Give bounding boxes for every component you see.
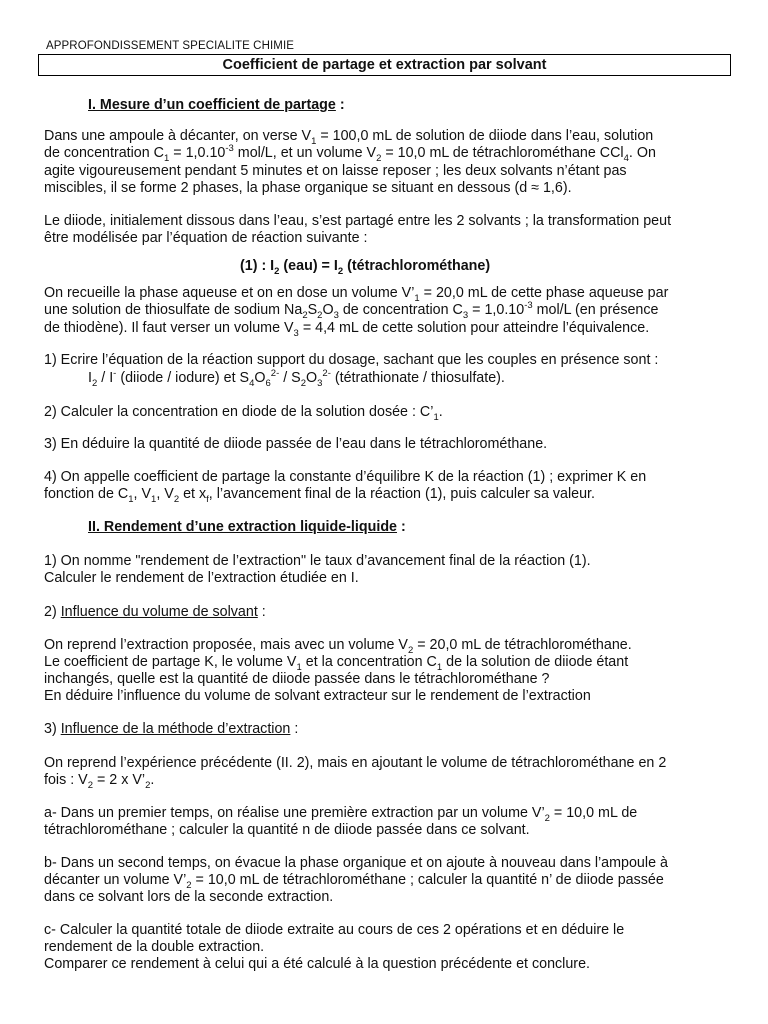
text-line: dans ce solvant lors de la seconde extraction. — [44, 889, 334, 905]
subscript: 2 — [544, 812, 550, 824]
text-line: Comparer ce rendement à celui qui a été calculé à la question précédente et conclure. — [44, 956, 590, 972]
text-line: fois : $V_2 = 2$ x $V’_2$. — [44, 772, 155, 792]
subscript: 2 — [407, 644, 414, 656]
subscript: 3 — [462, 310, 469, 322]
subscript: 2 — [145, 780, 151, 792]
text-line: tétrachlorométhane ; calculer la quantité n de diiode passée dans ce solvant. — [44, 822, 530, 838]
subscript: 3 — [317, 377, 323, 389]
subscript: 1 — [296, 661, 302, 673]
text-line: fonction de $C_1$, $V_1$, $V_2$ et $x_f$, l’avancement final de la réaction (1), puis calculer sa valeur. — [44, 486, 595, 506]
text-line: décanter un volume $V’_2 = 10,0$ mL de tétrachlorométhane ; calculer la quantité n’ de diiode passée — [44, 872, 664, 891]
text-line: 1) On nomme "rendement de l’extraction" le taux d’avancement final de la réaction (1). — [44, 553, 591, 569]
subscript: 2 — [317, 310, 323, 322]
superscript: 2- — [270, 368, 280, 380]
text-line: En déduire l’influence du volume de solvant extracteur sur le rendement de l’extraction — [44, 688, 591, 704]
text-line: a- Dans un premier temps, on réalise une première extraction par un volume $V’_2 = 10,0$ mL de — [44, 805, 638, 824]
question-2-3-title — [44, 721, 298, 738]
section-2-heading-colon: : — [397, 519, 406, 535]
subscript: 2 — [300, 377, 306, 389]
text-line: Le coefficient de partage K, le volume $V_1$ et la concentration $C_1$ de la solution de diiode étant — [44, 654, 629, 673]
question-2-2-subheading: Influence du volume de solvant — [60, 604, 258, 620]
text-line: 1) Ecrire l’équation de la réaction support du dosage, sachant que les couples en présence sont : — [44, 352, 659, 368]
section-1-heading — [88, 97, 345, 114]
subscript: 1 — [433, 411, 439, 423]
text-line: Le diiode, initialement dissous dans l’eau, s’est partagé entre les 2 solvants ; la transformation peut — [44, 213, 672, 229]
superscript: - — [113, 368, 117, 380]
text-line: une solution de thiosulfate de sodium $Na_2S_2O_3$ de concentration $C_3 = 1,0.10^{-3}$ mol/L (en présence — [44, 300, 659, 322]
subscript: 1 — [311, 135, 317, 147]
subscript: f — [206, 494, 209, 506]
text-line: 4) On appelle coefficient de partage la constante d’équilibre K de la réaction (1) ; exprimer K en — [44, 469, 647, 485]
question-2-3-subheading: Influence de la méthode d’extraction — [60, 721, 291, 737]
subscript: 1 — [151, 494, 157, 506]
question-2-2-number: 2) — [44, 604, 61, 620]
text-line: rendement de la double extraction. — [44, 939, 265, 955]
section-2-heading — [88, 519, 406, 536]
text-line: inchangés, quelle est la quantité de diiode passée dans le tétrachlorométhane ? — [44, 671, 550, 687]
subscript: 2 — [87, 780, 93, 792]
question-2-2-title — [44, 604, 266, 621]
text-line: c- Calculer la quantité totale de diiode extraite au cours de ces 2 opérations et en déduire le — [44, 922, 625, 938]
superscript: -3 — [225, 143, 234, 155]
subscript: 2 — [376, 153, 382, 165]
text-line: $I_2 / I^-$ (diiode / iodure) et $S_4O_6^{2-} / S_2O_3^{2-}$ (tétrathionate / thiosulfate). — [88, 368, 505, 389]
text-line: Calculer le rendement de l’extraction étudiée en I. — [44, 570, 359, 586]
subscript: 2 — [173, 494, 180, 506]
subscript: 2 — [302, 310, 308, 322]
question-2-2-colon: : — [257, 604, 266, 620]
text-line: On reprend l’expérience précédente (II. 2), mais en ajoutant le volume de tétrachlorométhane en 2 — [44, 755, 667, 771]
subscript: 6 — [265, 377, 271, 389]
text-line: b- Dans un second temps, on évacue la phase organique et on ajoute à nouveau dans l’ampoule à — [44, 855, 668, 871]
superscript: -3 — [524, 300, 533, 312]
subscript: 1 — [414, 292, 420, 304]
text-line: agite vigoureusement pendant 5 minutes et on laisse reposer ; les deux solvants n’étant pas — [44, 162, 627, 179]
subscript: 2 — [91, 377, 98, 389]
subscript: 2 — [337, 265, 344, 277]
text-line: On reprend l’extraction proposée, mais avec un volume $V_2 = 20,0$ mL de tétrachlorométhane. — [44, 637, 632, 656]
question-2-3-colon: : — [290, 721, 299, 737]
question-2-3-number: 3) — [44, 721, 61, 737]
section-2-heading-text: II. Rendement d’une extraction liquide-liquide — [88, 519, 398, 535]
page-title: Coefficient de partage et extraction par solvant — [38, 54, 731, 76]
subscript: 1 — [436, 661, 443, 673]
text-line: de thiodène). Il faut verser un volume $V_3 = 4,4$ mL de cette solution pour atteindre l’équivalence. — [44, 319, 650, 339]
text-line: être modélisée par l’équation de réaction suivante : — [44, 230, 368, 247]
subscript: 3 — [293, 327, 299, 339]
subscript: 2 — [186, 879, 192, 891]
text-line: 3) En déduire la quantité de diiode passée de l’eau dans le tétrachlorométhane. — [44, 436, 548, 452]
subscript: 2 — [274, 265, 280, 277]
text-line: miscibles, il se forme 2 phases, la phase organique se situant en dessous (d ≈ 1,6). — [44, 179, 572, 196]
text-line: Dans une ampoule à décanter, on verse $V_1 = 100,0$ mL de solution de diiode dans l’eau, solution — [44, 128, 654, 147]
text-line: de concentration $C_1 = 1,0.10^{-3}$ mol/L, et un volume $V_2 = 10,0$ mL de tétrachlorométhane CCl$_4$. On — [44, 143, 656, 165]
section-1-heading-colon: : — [335, 97, 345, 113]
subscript: 1 — [128, 494, 134, 506]
subscript: 4 — [249, 377, 255, 389]
text-line: (1) : $I_2$ $(eau) = I_2$ (tétrachlorométhane) — [240, 258, 491, 277]
text-line: On recueille la phase aqueuse et on en dose un volume $V’_1 = 20,0$ mL de cette phase aqueuse par — [44, 285, 669, 304]
course-header: APPROFONDISSEMENT SPECIALITE CHIMIE — [46, 40, 295, 52]
subscript: 1 — [164, 153, 170, 165]
text-line: 2) Calculer la concentration en diode de la solution dosée : $C’_1$. — [44, 404, 443, 423]
section-1-heading-text: I. Mesure d’un coefficient de partage — [88, 97, 336, 113]
subscript: 4 — [623, 153, 629, 165]
subscript: 3 — [333, 310, 339, 322]
superscript: 2- — [322, 368, 331, 380]
